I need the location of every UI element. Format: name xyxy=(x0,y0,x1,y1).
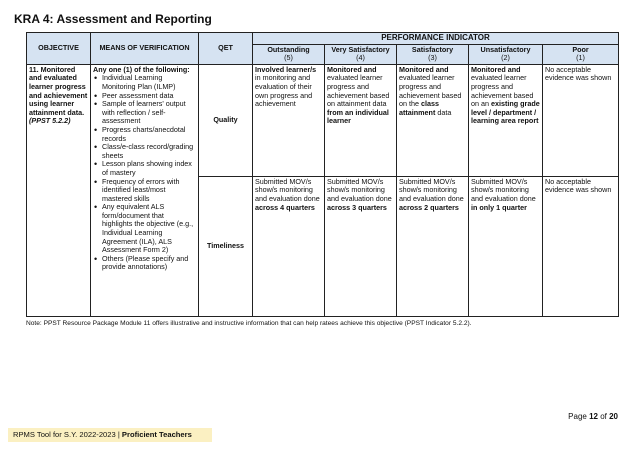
quality-vs-bold: Monitored and xyxy=(327,64,377,74)
timeliness-vs-bold: across 3 quarters xyxy=(327,202,387,212)
timeliness-outstanding xyxy=(253,176,325,316)
means-intro: Any one (1) of the following: xyxy=(93,64,190,74)
page-prefix: Page xyxy=(568,412,590,421)
footer-text: RPMS Tool for S.Y. 2022-2023 | xyxy=(13,430,122,439)
objective-ppst: (PPST 5.2.2) xyxy=(29,116,71,126)
means-header: MEANS OF VERIFICATION xyxy=(91,33,199,65)
quality-vs-bold2: from an individual learner xyxy=(327,107,389,126)
quality-very-satisfactory: Monitored and evaluated learner progress and achievement based on attainment data from an individual learner xyxy=(325,64,397,176)
quality-s-bold1: Monitored and xyxy=(399,64,449,74)
timeliness-u-text: Submitted MOV/s show/s monitoring and evaluation done xyxy=(471,176,536,203)
page-total: 20 xyxy=(609,412,618,421)
level-score: (3) xyxy=(428,53,437,63)
level-header-outstanding xyxy=(253,44,325,64)
list-item: • Lesson plans showing index of mastery xyxy=(102,160,196,177)
level-score: (5) xyxy=(284,53,293,63)
quality-u-bold1: Monitored and xyxy=(471,64,521,74)
level-score: (1) xyxy=(576,53,585,63)
quality-label: Quality xyxy=(199,64,253,176)
timeliness-satisfactory xyxy=(397,176,469,316)
timeliness-o-text: Submitted MOV/s show/s monitoring and evaluation done xyxy=(255,176,320,203)
level-label: Outstanding xyxy=(267,44,310,54)
level-label: Satisfactory xyxy=(411,44,454,54)
page-number xyxy=(568,412,618,421)
quality-outstanding xyxy=(253,64,325,176)
qet-header: QET xyxy=(199,33,253,65)
quality-poor: No acceptable evidence was shown xyxy=(543,64,619,176)
objective-header: OBJECTIVE xyxy=(27,33,91,65)
quality-u-bold2: existing grade level / department / learning area report xyxy=(471,99,540,126)
quality-satisfactory xyxy=(397,64,469,176)
page-current: 12 xyxy=(589,412,598,421)
timeliness-u-bold: in only 1 quarter xyxy=(471,202,527,212)
level-label: Very Satisfactory xyxy=(331,44,390,54)
timeliness-label: Timeliness xyxy=(199,176,253,316)
page-sep: of xyxy=(597,412,610,421)
timeliness-vs-text: Submitted MOV/s show/s monitoring and evaluation done xyxy=(327,176,392,203)
list-item: • Others (Please specify and provide annotations) xyxy=(102,255,196,272)
level-header-poor xyxy=(543,44,619,64)
list-item: • Progress charts/anecdotal records xyxy=(102,126,196,143)
page-title: KRA 4: Assessment and Reporting xyxy=(14,12,212,26)
level-score: (4) xyxy=(356,53,365,63)
timeliness-poor: No acceptable evidence was shown xyxy=(543,176,619,316)
quality-s-bold2: class attainment xyxy=(399,99,439,117)
performance-indicator-header: PERFORMANCE INDICATOR xyxy=(253,33,619,45)
timeliness-very-satisfactory xyxy=(325,176,397,316)
quality-s-mid2: data xyxy=(435,107,452,117)
quality-outstanding-bold: Involved learner/s xyxy=(255,64,317,74)
means-cell xyxy=(91,64,199,316)
rubric-table xyxy=(26,32,619,317)
timeliness-s-bold: across 2 quarters xyxy=(399,202,459,212)
objective-cell xyxy=(27,64,91,316)
level-header-very-satisfactory xyxy=(325,44,397,64)
quality-row xyxy=(27,64,619,176)
list-item: • Frequency of errors with identified least/most mastered skills xyxy=(102,178,196,204)
list-item: • Peer assessment data xyxy=(102,92,196,101)
level-label: Poor xyxy=(572,44,589,54)
means-list xyxy=(93,74,196,272)
level-score: (2) xyxy=(501,53,510,63)
level-header-unsatisfactory xyxy=(469,44,543,64)
quality-outstanding-text: in monitoring and evaluation of their own progress and achievement xyxy=(255,73,313,109)
quality-u-mid1: evaluated learner progress and achievement based on an xyxy=(471,73,534,109)
level-header-satisfactory xyxy=(397,44,469,64)
footnote: Note: PPST Resource Package Module 11 offers illustrative and instructive information that can help ratees achieve this objective (PPST Indicator 5.2.2). xyxy=(26,320,472,327)
level-label: Unsatisfactory xyxy=(480,44,531,54)
list-item: • Any equivalent ALS form/document that highlights the objective (e.g., Individual Learning Agreement (ILA), ALS Assessment Form 2) xyxy=(102,203,196,255)
objective-text: 11. Monitored and evaluated learner progress and achievement using learner attainment data. xyxy=(29,64,88,117)
footer-bold: Proficient Teachers xyxy=(121,430,192,439)
list-item: • Sample of learners' output with reflection / self-assessment xyxy=(102,100,196,126)
timeliness-o-bold: across 4 quarters xyxy=(255,202,315,212)
header-row-1 xyxy=(27,33,619,45)
quality-unsatisfactory xyxy=(469,64,543,176)
footer-banner xyxy=(8,428,212,442)
list-item: • Individual Learning Monitoring Plan (ILMP) xyxy=(102,74,196,91)
timeliness-unsatisfactory xyxy=(469,176,543,316)
timeliness-s-text: Submitted MOV/s show/s monitoring and evaluation done xyxy=(399,176,464,203)
quality-s-mid1: evaluated learner progress and achievement based on the xyxy=(399,73,462,109)
list-item: • Class/e-class record/grading sheets xyxy=(102,143,196,160)
